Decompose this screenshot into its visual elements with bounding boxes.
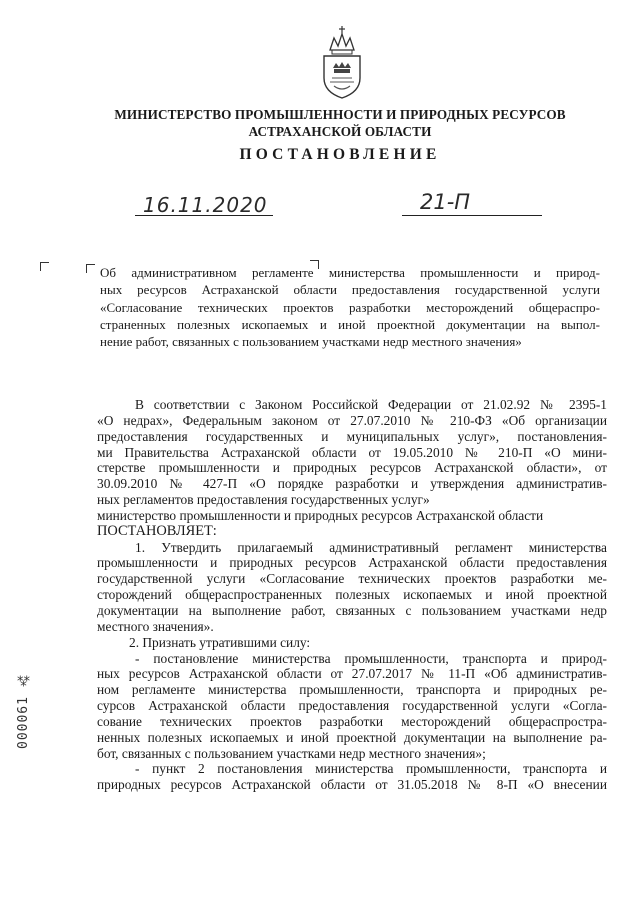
ministry-name-line-1: МИНИСТЕРСТВО ПРОМЫШЛЕННОСТИ И ПРИРОДНЫХ РЕСУРСОВ: [114, 107, 566, 122]
corner-mark-subject-start: [86, 264, 95, 273]
item-1-line: государственной услуги «Согласование технических проектов разработки ме-: [97, 571, 607, 587]
preamble-line: предоставления государственных и муниципальных услуг», постановления-: [97, 428, 607, 444]
document-subject: [100, 264, 600, 350]
item-1-line: сторождений общераспространенных полезных ископаемых и иной проектной: [97, 587, 607, 603]
preamble-line: ных регламентов предоставления государственных услуг»: [97, 492, 430, 508]
item-1: [97, 540, 607, 635]
preamble-line: 30.09.2010 № 427-П «О порядке разработки и утверждения административ-: [97, 476, 607, 492]
item-1-line: местного значения».: [97, 618, 214, 634]
margin-number-stamp: 000061 ⁂: [16, 671, 31, 749]
preamble-line: ми Правительства Астраханской области от 19.05.2010 № 210-П «О мини-: [97, 444, 607, 460]
issuer-line: министерство промышленности и природных ресурсов Астраханской области: [97, 507, 544, 523]
item-2b-line: - пункт 2 постановления министерства промышленности, транспорта и: [135, 761, 607, 777]
item-2a-line: сование технических проектов разработки месторождений общераспростра-: [97, 713, 607, 729]
item-1-line: 1. Утвердить прилагаемый административный регламент министерства: [135, 539, 607, 555]
item-2a-line: бот, связанных с пользованием участками недр местного значения»;: [97, 745, 486, 761]
item-2b: [97, 761, 607, 793]
preamble-line: В соответствии с Законом Российской Федерации от 21.02.92 № 2395-1: [135, 397, 607, 412]
document-body: [97, 397, 607, 793]
preamble: [97, 397, 607, 508]
ministry-name-line-2: АСТРАХАНСКОЙ ОБЛАСТИ: [248, 124, 432, 139]
subject-line: нение работ, связанных с пользованием участками недр местного значения»: [100, 334, 522, 350]
item-2a-line: ненных полезных ископаемых и иной проектной документации на выполнение ра-: [97, 729, 607, 745]
item-2a-line: сурсов Астраханской области предоставления государственной услуги «Согла-: [97, 698, 607, 714]
item-2a-line: - постановление министерства промышленности, транспорта и природ-: [135, 650, 607, 666]
preamble-line: «О недрах», Федеральным законом от 27.07.2010 № 210-ФЗ «Об организации: [97, 412, 607, 428]
item-1-line: документации на выполнение работ, связанных с пользованием участками недр: [97, 602, 607, 618]
corner-mark-left: [40, 262, 49, 271]
document-number: 21-П: [420, 190, 471, 214]
subject-line: «Согласование технических проектов разработки месторождений общераспро-: [100, 299, 600, 315]
item-2-title: 2. Признать утратившими силу:: [129, 634, 311, 650]
date-underline: [135, 215, 273, 216]
item-2a: [97, 651, 607, 762]
item-2a-line: ном регламенте министерства промышленности, транспорта и природных ре-: [97, 682, 607, 698]
document-type-title: ПОСТАНОВЛЕНИЕ: [239, 146, 441, 163]
subject-line: страненных полезных ископаемых и иной проектной документации на выпол-: [100, 316, 600, 332]
item-2b-line: природных ресурсов Астраханской области от 31.05.2018 № 8-П «О внесении: [97, 777, 607, 793]
preamble-line: стерстве промышленности и природных ресурсов Астраханской области», от: [97, 460, 607, 476]
item-1-line: промышленности и природных ресурсов Астраханской области предоставления: [97, 555, 607, 571]
subject-line: ных ресурсов Астраханской области предоставления государственной услуги: [100, 282, 600, 298]
decree-word: ПОСТАНОВЛЯЕТ:: [97, 523, 217, 539]
document-date: 16.11.2020: [143, 193, 268, 217]
number-underline: [402, 215, 542, 216]
subject-line: Об административном регламенте министерства промышленности и природ-: [100, 265, 600, 280]
item-2a-line: ных ресурсов Астраханской области от 27.07.2017 № 11-П «Об административ-: [97, 666, 607, 682]
coat-of-arms-emblem: [318, 20, 366, 100]
